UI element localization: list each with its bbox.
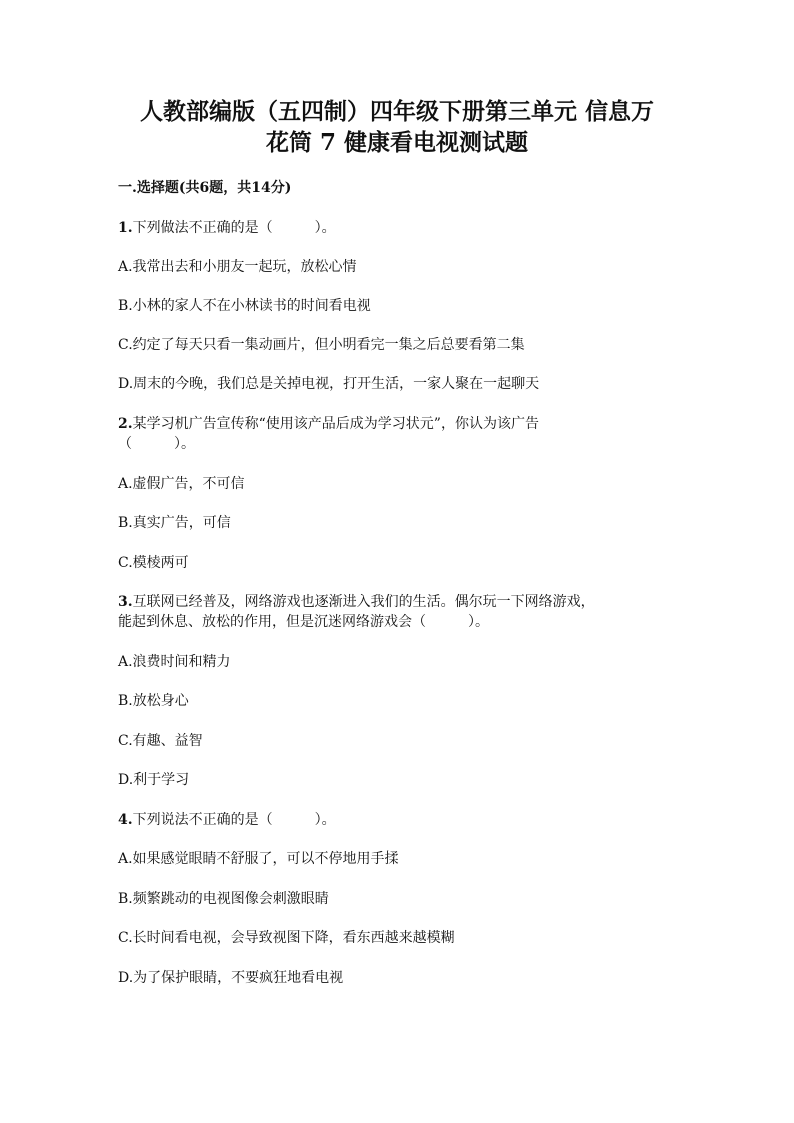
question-4-text: 下列说法不正确的是（ ）。: [132, 812, 336, 828]
question-3-stem: [118, 593, 595, 611]
question-1-option-c: C.约定了每天只看一集动画片，但小明看完一集之后总要看第二集: [118, 337, 525, 353]
question-4-option-d: D.为了保护眼睛，不要疯狂地看电视: [118, 970, 344, 986]
section-heading: 一.选择题(共6题，共14分): [118, 180, 292, 196]
question-1-text: 下列做法不正确的是（ ）。: [132, 220, 336, 236]
question-4-number: 4.: [118, 812, 133, 828]
question-2-option-b: B.真实广告，可信: [118, 515, 231, 531]
question-2-number: 2.: [118, 416, 133, 432]
question-4-option-b: B.频繁跳动的电视图像会刺激眼睛: [118, 891, 329, 907]
question-3-option-c: C.有趣、益智: [118, 733, 203, 749]
question-3-option-b: B.放松身心: [118, 693, 189, 709]
question-3-option-a: A.浪费时间和精力: [118, 654, 231, 670]
question-1-option-d: D.周末的今晚，我们总是关掉电视，打开生活，一家人聚在一起聊天: [118, 376, 540, 392]
question-2-stem-cont: （ ）。: [118, 436, 195, 452]
question-3-text: 互联网已经普及，网络游戏也逐渐进入我们的生活。偶尔玩一下网络游戏，: [132, 594, 595, 610]
question-2-option-c: C.模棱两可: [118, 555, 189, 571]
question-2-text: 某学习机广告宣传称“使用该产品后成为学习状元”，你认为该广告: [132, 416, 539, 432]
question-1-stem: [118, 219, 336, 237]
question-2-option-a: A.虚假广告，不可信: [118, 476, 245, 492]
question-2-stem: [118, 415, 539, 433]
question-3-option-d: D.利于学习: [118, 772, 190, 788]
question-4-stem: [118, 811, 336, 829]
question-1-number: 1.: [118, 220, 133, 236]
question-3-number: 3.: [118, 594, 133, 610]
question-1-option-a: A.我常出去和小朋友一起玩，放松心情: [118, 259, 357, 275]
question-1-option-b: B.小林的家人不在小林读书的时间看电视: [118, 298, 371, 314]
question-4-option-c: C.长时间看电视，会导致视图下降，看东西越来越模糊: [118, 930, 455, 946]
question-3-stem-cont: 能起到休息、放松的作用，但是沉迷网络游戏会（ ）。: [118, 614, 489, 630]
page-title-line-2: 花筒 7 健康看电视测试题: [265, 129, 529, 156]
question-4-option-a: A.如果感觉眼睛不舒服了，可以不停地用手揉: [118, 851, 399, 867]
page-title-line-1: 人教部编版（五四制）四年级下册第三单元 信息万: [139, 98, 654, 125]
